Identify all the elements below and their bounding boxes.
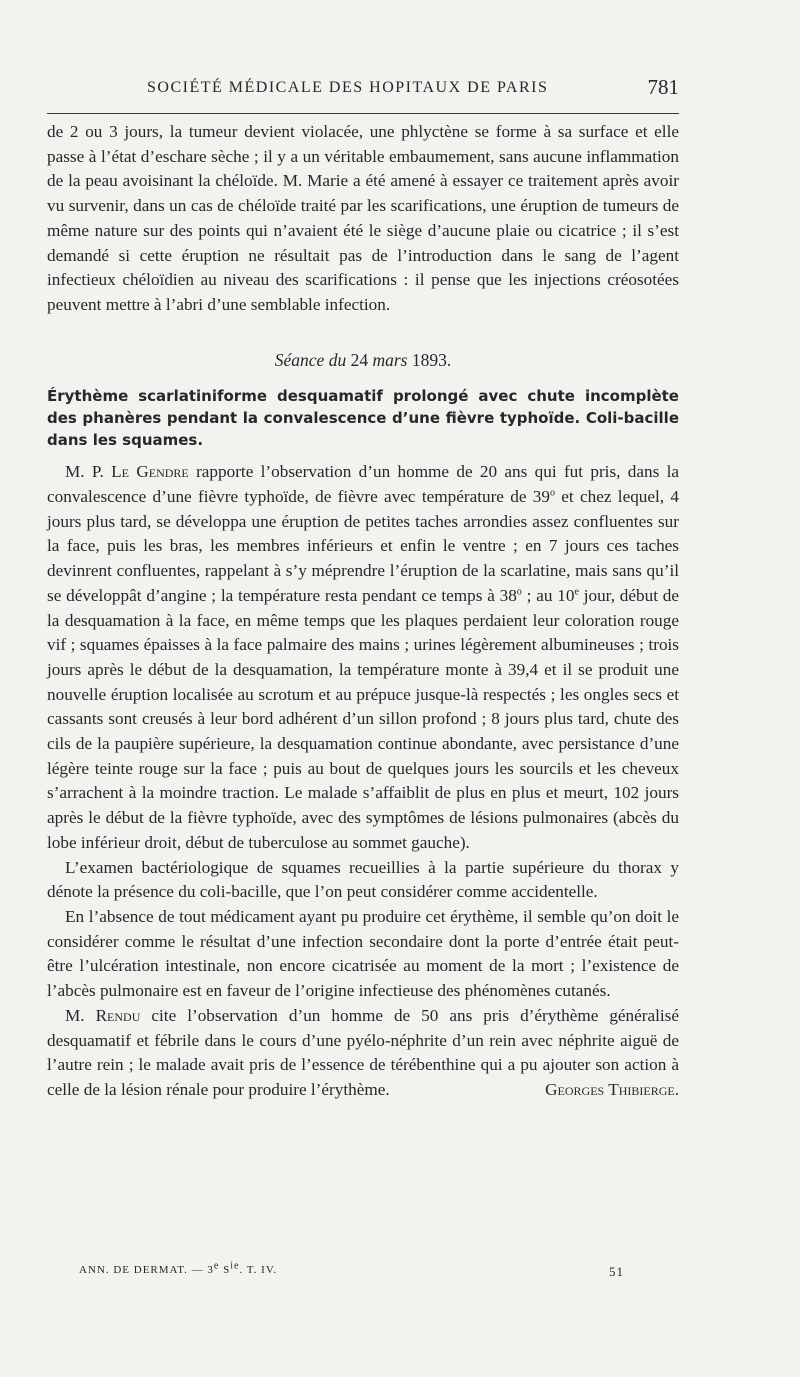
- paragraph-3: L’examen bactériologique de squames recueillies à la partie supérieure du thorax y dénote la présence du coli-bacille, que l’on peut considérer comme accidentelle.: [47, 857, 679, 902]
- session-label: Séance du: [274, 349, 347, 370]
- body-text: [47, 120, 679, 1103]
- session-month: mars: [372, 349, 408, 370]
- paragraph-5-text: cite l’observation d’un homme de 50 ans pris d’érythème généralisé desquamatif et fébrile dans le cours d’une pyélo-néphrite d’un rein avec néphrite aiguë de l’autre rein ; le malade avait pris de l’essence de térébenthine qui a pu ajouter son action à celle de la lésion rénale pour produire l’érythème.: [47, 1005, 679, 1099]
- author-rendu: M. Rendu: [65, 1005, 141, 1025]
- paragraph-2-part1: rapporte l’observation d’un homme de 20 ans qui fut pris, dans la convalescence d’une fièvre typhoïde, de fièvre avec température de 39: [47, 462, 680, 507]
- section-heading: Érythème scarlatiniforme desquamatif prolongé avec chute incomplète des phanères pendant la convalescence d’une fièvre typhoïde. Coli-bacille dans les squames.: [47, 387, 679, 450]
- session-date: [47, 348, 679, 373]
- header-title: SOCIÉTÉ MÉDICALE DES HOPITAUX DE PARIS: [147, 79, 549, 96]
- journal-ref: ANN. DE DERMAT. — 3: [79, 1264, 214, 1276]
- running-header: [47, 76, 679, 104]
- header-rule: [47, 113, 679, 114]
- page-footer: [79, 1260, 679, 1279]
- author-le-gendre: M. P. Le Gendre: [65, 462, 189, 482]
- degree-sup-1: o: [549, 487, 555, 499]
- author-signature: Georges Thibierge.: [545, 1079, 679, 1099]
- session-day: 24: [350, 349, 369, 370]
- degree-sup-2: o: [516, 586, 522, 598]
- paragraph-2-part4: jour, début de la desquamation à la face, en même temps que les plaques perdaient leur coloration rouge vif ; squames épaisses à la face palmaire des mains ; urines légèrement albumineuses ; trois jours après le début de la desquamation, la température monte à 39,4 et il se produit une nouvelle éruption localisée au scrotum et au prépuce jusque-là respectés ; les ongles secs et cassants sont creusés à leur bord adhérent d’un sillon profond ; 8 jours plus tard, chute des cils de la paupière supérieure, la desquamation continue abondante, avec persistance d’une légère teinte rouge sur la face ; puis au bout de quelques jours les sourcils et les cheveux s’arrachent à la moindre traction. Le malade s’affaiblit de plus en plus et meurt, 102 jours après le début de la fièvre typhoïde, avec des symptômes de lésions pulmonaires (abcès du lobe inférieur droit, début de tuberculose au sommet gauche).: [47, 585, 680, 852]
- paragraph-2-part3: ; au 10: [526, 585, 575, 605]
- volume-ref: . T. IV.: [239, 1264, 278, 1276]
- paragraph-1: de 2 ou 3 jours, la tumeur devient violacée, une phlyctène se forme à sa surface et elle passe à l’état d’eschare sèche ; il y a un véritable embaumement, sans aucune inflammation de la peau avoisinant la chéloïde. M. Marie a été amené à essayer ce traitement après avoir vu survenir, dans un cas de chéloïde traité par les scarifications, une éruption de tumeurs de même nature sur des points qui n’avaient été le siège d’aucune plaie ou cicatrice ; il s’est demandé si cette éruption ne résultait pas de l’introduction dans le sang de l’agent infectieux chéloïdien au niveau des scarifications : il pense que les injections créosotées peuvent mettre à l’abri d’une semblable infection.: [47, 122, 679, 314]
- paragraph-2: [47, 460, 679, 855]
- paragraph-5: [47, 1004, 679, 1103]
- ordinal-sup: e: [574, 586, 579, 598]
- journal-sup: e: [213, 1260, 220, 1272]
- page-number: 781: [647, 75, 679, 99]
- signature-mark: 51: [609, 1264, 624, 1279]
- series-sup: ie: [230, 1260, 240, 1272]
- series-ref: S: [223, 1264, 231, 1276]
- session-year: 1893.: [411, 349, 452, 370]
- paragraph-4: En l’absence de tout médicament ayant pu produire cet érythème, il semble qu’on doit le considérer comme le résultat d’une infection secondaire dont la porte d’entrée était peut-être l’ulcération intestinale, non encore cicatrisée au moment de la mort ; l’existence de l’abcès pulmonaire est en faveur de l’origine infectieuse des phénomènes cutanés.: [47, 906, 679, 1001]
- paragraph-2-part2: et chez lequel, 4 jours plus tard, se développa une éruption de petites taches arrondies assez confluentes sur la face, puis les bras, les membres inférieurs et enfin le ventre ; en 7 jours ces taches devinrent confluentes, rappelant à s’y méprendre l’éruption de la scarlatine, mais sans qu’il se développât d’angine ; la température resta pendant ce temps à 38: [47, 487, 679, 605]
